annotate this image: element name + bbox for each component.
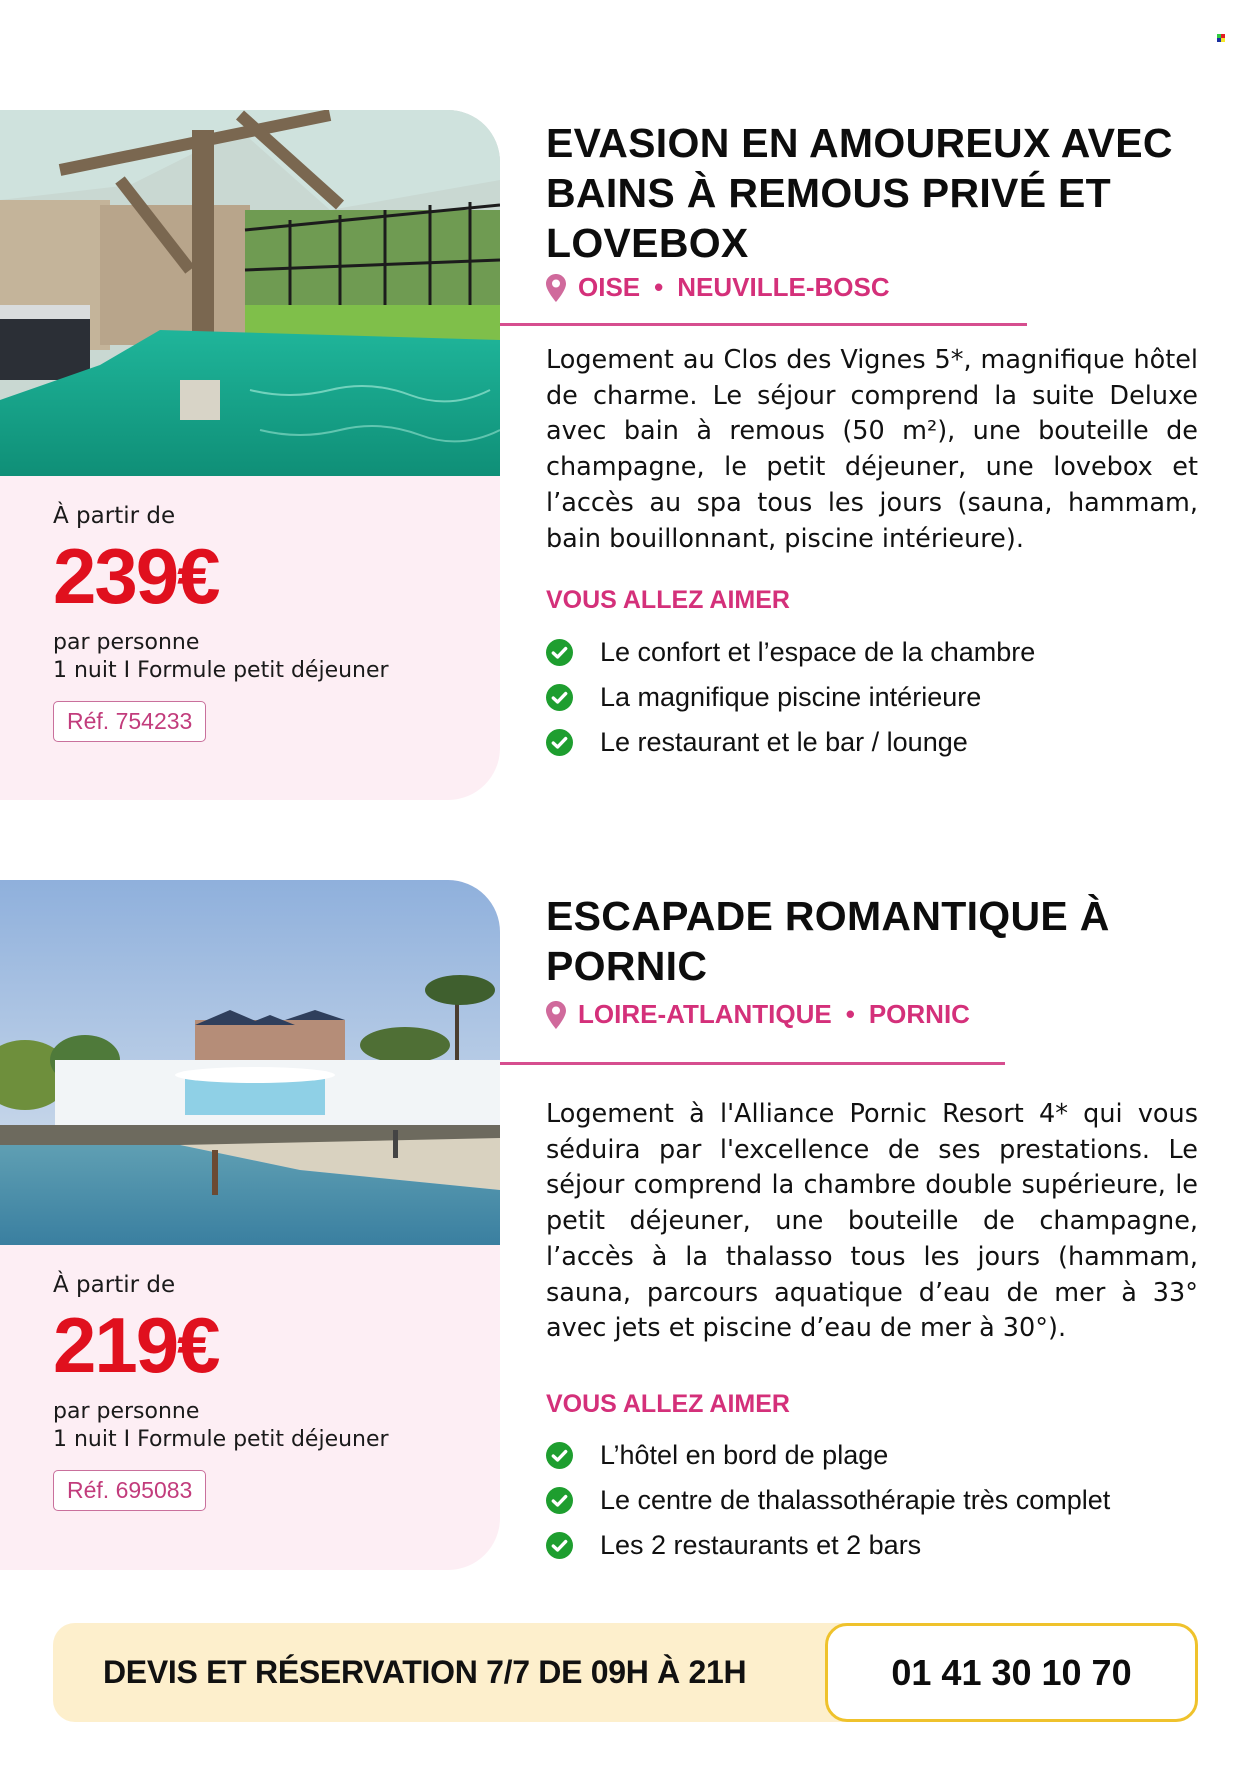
title-line: EVASION EN AMOUREUX AVEC bbox=[546, 120, 1173, 166]
booking-banner bbox=[53, 1623, 1198, 1722]
check-circle-icon bbox=[546, 1532, 573, 1559]
offer-2-photo-seaside-resort bbox=[0, 880, 500, 1245]
check-circle-icon bbox=[546, 1487, 573, 1514]
offer-1-location bbox=[546, 272, 1198, 303]
offer-2-highlights-list bbox=[546, 1433, 1110, 1568]
highlight-text: Le confort et l’espace de la chambre bbox=[600, 637, 1036, 667]
check-circle-icon bbox=[546, 684, 573, 711]
offer-2-location bbox=[546, 999, 1198, 1030]
highlight-item bbox=[546, 675, 1035, 720]
offer-2-divider bbox=[500, 1062, 1005, 1065]
highlight-text: L’hôtel en bord de plage bbox=[600, 1440, 889, 1470]
offer-1-photo-indoor-pool bbox=[0, 110, 500, 476]
offer-2-price-card bbox=[0, 880, 500, 1570]
phone-number[interactable]: 01 41 30 10 70 bbox=[825, 1623, 1198, 1722]
price-value: 239€ bbox=[53, 532, 219, 620]
offer-1-highlights-list bbox=[546, 630, 1035, 765]
title-line: BAINS À REMOUS PRIVÉ ET bbox=[546, 170, 1112, 216]
offer-1-divider bbox=[500, 323, 1027, 326]
offer-2-price-block bbox=[53, 1272, 389, 1511]
per-person-label: par personne bbox=[53, 630, 200, 655]
highlight-text: Le restaurant et le bar / lounge bbox=[600, 727, 968, 757]
offer-1-price-block bbox=[53, 503, 389, 742]
location-separator: • bbox=[845, 999, 855, 1029]
booking-hours-text: DEVIS ET RÉSERVATION 7/7 DE 09H À 21H bbox=[103, 1654, 747, 1690]
offer-1-title bbox=[546, 118, 1198, 268]
price-from-label: À partir de bbox=[53, 1272, 176, 1298]
highlight-item bbox=[546, 1433, 1110, 1478]
offer-2-title bbox=[546, 891, 1198, 991]
reference-badge: Réf. 754233 bbox=[53, 701, 206, 742]
reference-badge: Réf. 695083 bbox=[53, 1470, 206, 1511]
highlight-text: Les 2 restaurants et 2 bars bbox=[600, 1530, 922, 1560]
location-region: LOIRE-ATLANTIQUE bbox=[578, 999, 832, 1029]
color-marker bbox=[1217, 34, 1225, 42]
highlight-text: Le centre de thalassothérapie très complet bbox=[600, 1485, 1111, 1515]
title-line: ESCAPADE ROMANTIQUE À bbox=[546, 893, 1110, 939]
check-circle-icon bbox=[546, 639, 573, 666]
location-city: NEUVILLE-BOSC bbox=[677, 272, 890, 302]
map-pin-icon bbox=[546, 274, 566, 302]
highlight-item bbox=[546, 1523, 1110, 1568]
highlight-item bbox=[546, 720, 1035, 765]
offer-1-highlights-title: VOUS ALLEZ AIMER bbox=[546, 586, 790, 614]
offer-1-description: Logement au Clos des Vignes 5*, magnifique hôtel de charme. Le séjour comprend la suite Deluxe avec bain à remous (50 m²), une bouteille de champagne, le petit déjeuner, une lovebox et l’accès au spa tous les jours (sauna, hammam, bain bouillonnant, piscine intérieure). bbox=[546, 345, 1198, 554]
highlight-text: La magnifique piscine intérieure bbox=[600, 682, 982, 712]
location-region: OISE bbox=[578, 272, 641, 302]
title-line: PORNIC bbox=[546, 943, 708, 989]
location-city: PORNIC bbox=[868, 999, 970, 1029]
title-line: LOVEBOX bbox=[546, 220, 749, 266]
offer-2-description: Logement à l'Alliance Pornic Resort 4* qui vous séduira par l'excellence de ses prestations. Le séjour comprend la chambre double supérieure, le petit déjeuner, une bouteille de champagne, l’accès à la thalasso tous les jours (hammam, sauna, parcours aquatique d’eau de mer à 33° avec jets et piscine d’eau de mer à 30°). bbox=[546, 1099, 1198, 1344]
highlight-item bbox=[546, 1478, 1110, 1523]
formula-label: 1 nuit I Formule petit déjeuner bbox=[53, 658, 389, 683]
price-value: 219€ bbox=[53, 1301, 219, 1389]
check-circle-icon bbox=[546, 729, 573, 756]
map-pin-icon bbox=[546, 1001, 566, 1029]
offer-2-highlights-title: VOUS ALLEZ AIMER bbox=[546, 1390, 790, 1418]
offer-2-header bbox=[546, 891, 1198, 1030]
check-circle-icon bbox=[546, 1442, 573, 1469]
per-person-label: par personne bbox=[53, 1399, 200, 1424]
highlight-item bbox=[546, 630, 1035, 675]
formula-label: 1 nuit I Formule petit déjeuner bbox=[53, 1427, 389, 1452]
offer-1-price-card bbox=[0, 110, 500, 800]
offer-1-header bbox=[546, 118, 1198, 303]
price-from-label: À partir de bbox=[53, 503, 176, 529]
location-separator: • bbox=[654, 272, 664, 302]
